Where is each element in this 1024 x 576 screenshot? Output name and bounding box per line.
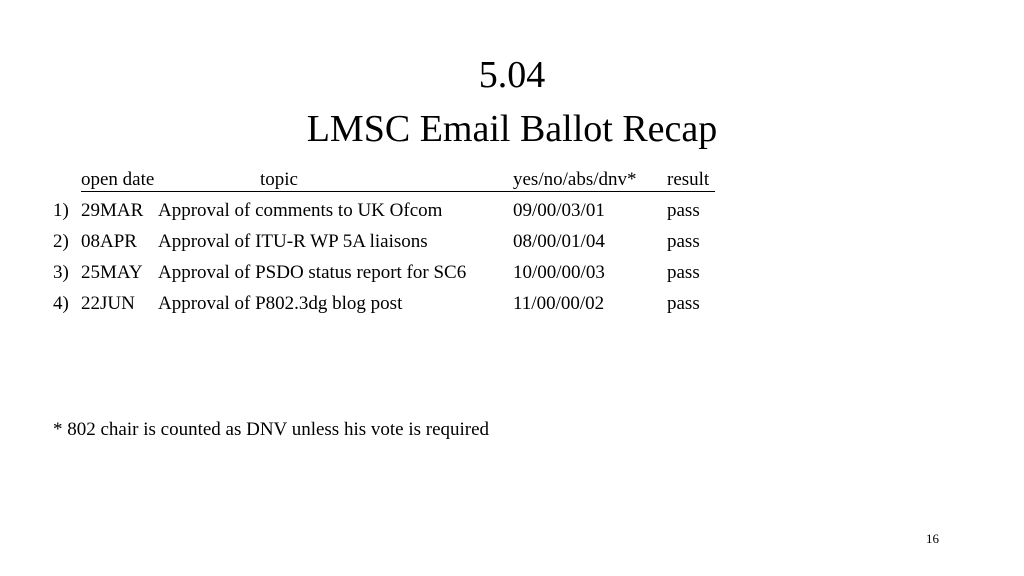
slide-title: LMSC Email Ballot Recap	[306, 108, 718, 150]
table-header-row	[0, 170, 1024, 201]
row-result: pass	[667, 200, 700, 221]
row-votes: 08/00/01/04	[513, 231, 605, 252]
row-topic: Approval of P802.3dg blog post	[158, 293, 403, 314]
row-open-date: 25MAY	[81, 262, 143, 283]
row-votes: 10/00/00/03	[513, 262, 605, 283]
row-result: pass	[667, 231, 700, 252]
row-number: 1)	[53, 200, 69, 221]
header-result: result	[667, 169, 710, 190]
row-topic: Approval of PSDO status report for SC6	[158, 262, 467, 283]
header-underline	[81, 191, 715, 192]
row-topic: Approval of comments to UK Ofcom	[158, 200, 443, 221]
row-votes: 09/00/03/01	[513, 200, 605, 221]
header-open-date: open date	[81, 169, 155, 190]
row-open-date: 22JUN	[81, 293, 135, 314]
row-votes: 11/00/00/02	[513, 293, 605, 314]
header-votes: yes/no/abs/dnv*	[513, 169, 637, 190]
page-number: 16	[926, 531, 939, 546]
footnote: * 802 chair is counted as DNV unless his vote is required	[53, 419, 490, 440]
ballot-table	[0, 170, 1024, 325]
header-topic: topic	[260, 169, 298, 190]
row-open-date: 08APR	[81, 231, 137, 252]
row-open-date: 29MAR	[81, 200, 144, 221]
table-row	[0, 294, 1024, 325]
row-result: pass	[667, 293, 700, 314]
row-result: pass	[667, 262, 700, 283]
table-row	[0, 263, 1024, 294]
row-number: 2)	[53, 231, 69, 252]
slide-title-number: 5.04	[478, 54, 546, 96]
row-number: 3)	[53, 262, 69, 283]
table-row	[0, 232, 1024, 263]
row-topic: Approval of ITU-R WP 5A liaisons	[158, 231, 428, 252]
table-row	[0, 201, 1024, 232]
row-number: 4)	[53, 293, 69, 314]
